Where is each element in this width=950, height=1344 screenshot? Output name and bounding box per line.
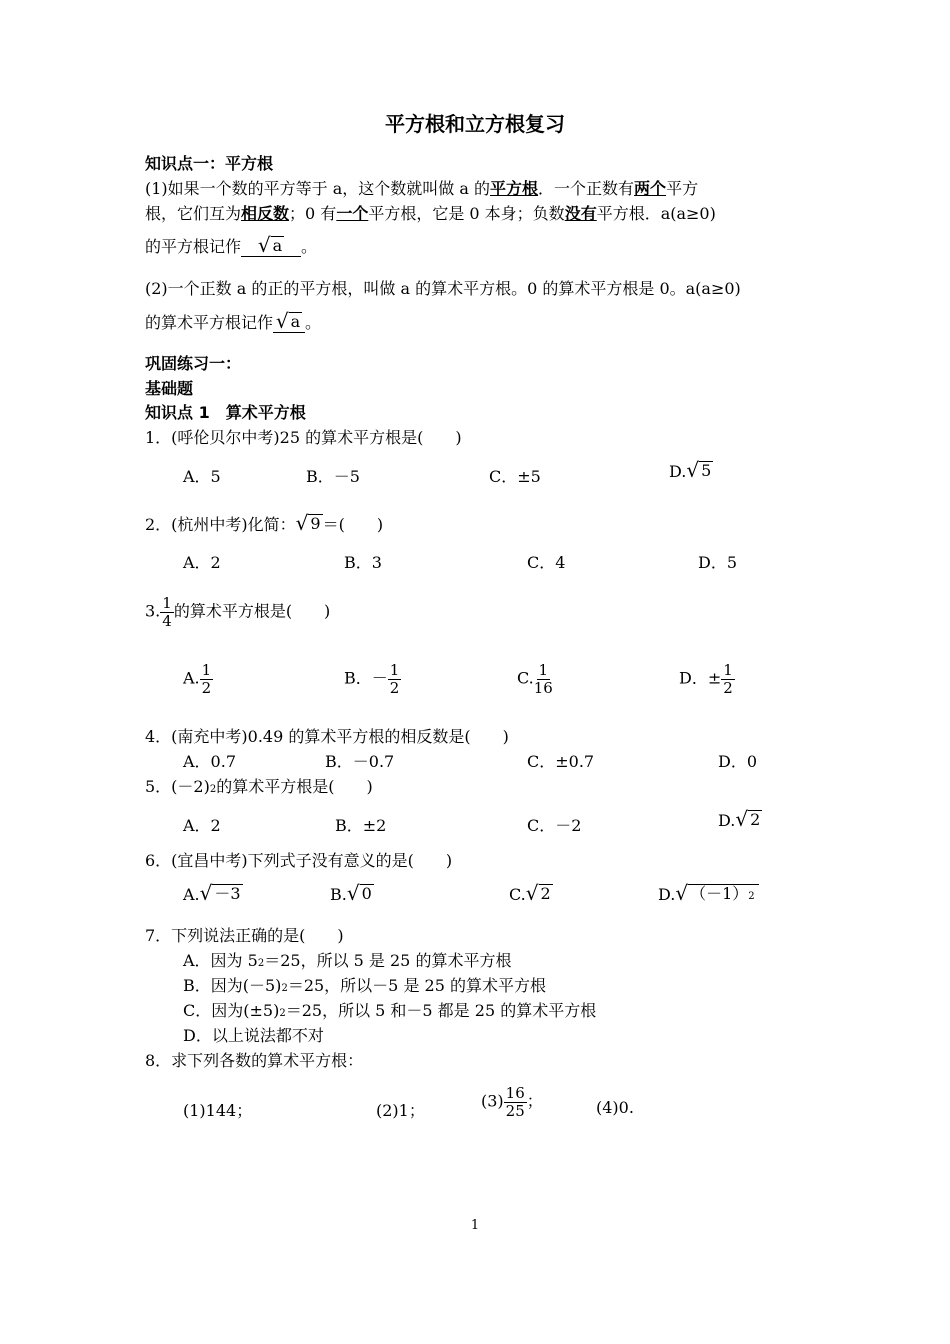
para-1-line-1	[145, 176, 698, 199]
text: 平方	[666, 179, 699, 198]
sqrt-expression: √ －3	[199, 881, 241, 905]
answer-term: 一个	[336, 204, 369, 223]
text: 的算术平方根记作	[145, 313, 274, 332]
answer-term: 平方根	[490, 179, 539, 198]
text: 的平方根记作	[145, 237, 242, 256]
question-1-option-d: D. √ 5	[669, 458, 712, 482]
question-4-stem: 4．(南充中考)0.49 的算术平方根的相反数是( )	[145, 727, 509, 746]
question-4-option-c: C．±0.7	[527, 752, 595, 771]
question-2-stem: 2．(杭州中考)化简： √ 9 ＝( )	[145, 511, 384, 535]
fraction: $\frac{1}{2}$	[723, 661, 733, 697]
question-5-stem: 5．(－2)2的算术平方根是( )	[145, 777, 373, 796]
knowledge-point-heading: 知识点 1 算术平方根	[145, 403, 306, 422]
question-3-option-d: D．± $\frac{1}{2}$	[679, 661, 733, 697]
sqrt-expression: √ 0	[346, 881, 372, 905]
question-3-stem: 3. $\frac{1}{4}$ 的算术平方根是( )	[145, 594, 331, 630]
question-2-option-b: B．3	[344, 553, 382, 572]
fill-blank	[273, 311, 305, 333]
question-5-option-d: D. √ 2	[718, 807, 761, 831]
text: 平方根．a(a≥0)	[596, 204, 716, 223]
para-1-line-3	[145, 234, 317, 257]
question-6-option-b: B. √ 0	[330, 881, 372, 905]
fraction: $\frac{1}{2}$	[389, 661, 400, 697]
sqrt-expression: √ 9	[295, 511, 321, 535]
text: 。	[305, 313, 322, 332]
page-number: 1	[470, 1218, 480, 1233]
question-8-item-2: (2)1；	[376, 1101, 425, 1120]
basic-heading: 基础题	[145, 379, 194, 398]
question-4-option-b: B．－0.7	[325, 752, 395, 771]
text: (1)如果一个数的平方等于 a，这个数就叫做 a 的	[145, 179, 491, 198]
fraction: $\frac{16}{25}$	[505, 1084, 525, 1120]
question-1-option-a: A．5	[183, 467, 221, 486]
question-5-option-c: C．－2	[527, 816, 582, 835]
question-8-item-4: (4)0.	[596, 1098, 634, 1117]
question-6-stem: 6．(宜昌中考)下列式子没有意义的是( )	[145, 851, 453, 870]
question-1-stem: 1．(呼伦贝尔中考)25 的算术平方根是( )	[145, 428, 462, 447]
answer-term: 没有	[564, 204, 597, 223]
sqrt-expression: √ 2	[735, 807, 761, 831]
sqrt-expression: √ a	[275, 309, 301, 333]
question-1-option-c: C．±5	[489, 467, 541, 486]
question-8-item-1: (1)144；	[183, 1101, 253, 1120]
sqrt-expression: √ a	[257, 233, 283, 257]
sqrt-expression: √ 5	[686, 458, 712, 482]
question-4-option-d: D．0	[718, 752, 758, 771]
question-7-option-d: D．以上说法都不对	[183, 1026, 324, 1045]
question-6-option-a: A. √ －3	[183, 881, 241, 905]
question-2-option-c: C．4	[527, 553, 566, 572]
question-7-option-a: A．因为 52＝25，所以 5 是 25 的算术平方根	[183, 951, 512, 970]
text: 根，它们互为	[145, 204, 242, 223]
question-5-option-a: A．2	[183, 816, 221, 835]
sqrt-expression: √ （－1）2	[675, 883, 758, 903]
answer-term: 两个	[634, 179, 667, 198]
text: ．一个正数有	[538, 179, 635, 198]
question-3-option-c: C. $\frac{1}{16}$	[517, 661, 553, 697]
fill-blank	[241, 235, 301, 257]
practice-heading: 巩固练习一：	[145, 354, 242, 373]
fraction: $\frac{1}{16}$	[533, 661, 553, 697]
question-7-option-c: C．因为(±5)2＝25，所以 5 和－5 都是 25 的算术平方根	[183, 1001, 597, 1020]
question-1-option-b: B．－5	[306, 467, 360, 486]
text: ；0 有	[289, 204, 337, 223]
text: 。	[301, 237, 318, 256]
fraction: $\frac{1}{4}$	[162, 594, 172, 630]
question-4-option-a: A．0.7	[183, 752, 237, 771]
question-5-option-b: B．±2	[335, 816, 387, 835]
question-7-option-b: B．因为(－5)2＝25，所以－5 是 25 的算术平方根	[183, 976, 546, 995]
page-title: 平方根和立方根复习	[385, 112, 565, 136]
fraction: $\frac{1}{2}$	[201, 661, 212, 697]
para-2-line-2	[145, 310, 321, 333]
question-3-option-a: A. $\frac{1}{2}$	[183, 661, 212, 697]
question-8-stem: 8．求下列各数的算术平方根：	[145, 1051, 364, 1070]
question-6-option-c: C. √ 2	[509, 881, 551, 905]
para-1-line-2	[145, 201, 716, 224]
text: 平方根，它是 0 本身；负数	[368, 204, 565, 223]
answer-term: 相反数	[241, 204, 290, 223]
sqrt-expression: √ 2	[525, 881, 551, 905]
para-2-line-1: (2)一个正数 a 的正的平方根，叫做 a 的算术平方根。0 的算术平方根是 0。a(a≥0)	[145, 279, 741, 298]
question-8-item-3: (3) $\frac{16}{25}$ ；	[481, 1084, 543, 1120]
question-6-option-d: D. √ （－1）2	[658, 883, 759, 904]
question-3-option-b: B．－ $\frac{1}{2}$	[344, 661, 400, 697]
section-heading-1: 知识点一：平方根	[145, 154, 274, 173]
question-2-option-a: A．2	[183, 553, 221, 572]
question-7-stem: 7．下列说法正确的是( )	[145, 926, 344, 945]
question-2-option-d: D．5	[698, 553, 738, 572]
